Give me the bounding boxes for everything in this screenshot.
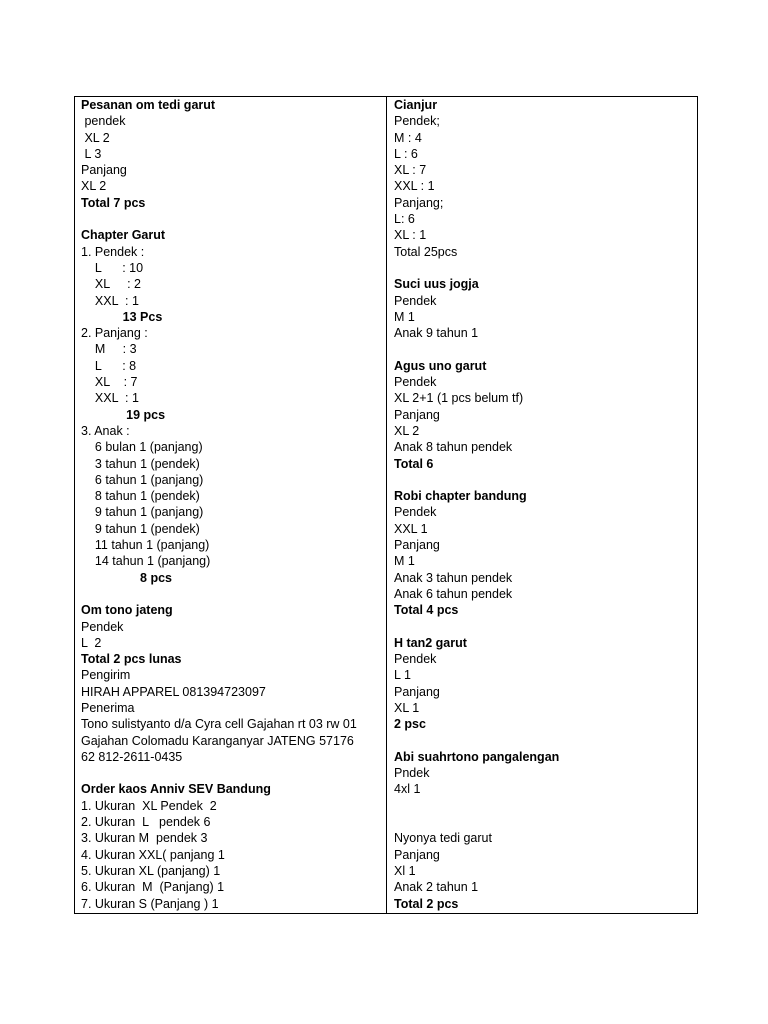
blank-line: [394, 619, 697, 635]
text-line: Anak 2 tahun 1: [394, 880, 479, 895]
text-line: Panjang: [81, 163, 127, 178]
text-line: XXL : 1: [81, 293, 139, 308]
text-line: M 1: [394, 309, 415, 324]
text-line: Pendek: [394, 652, 437, 667]
text-line: 8 tahun 1 (pendek): [81, 489, 200, 504]
text-line: XL : 1: [394, 228, 427, 243]
text-line: Tono sulistyanto d/a Cyra cell Gajahan rt 03 rw 01: [81, 717, 357, 732]
text-line: XXL 1: [394, 521, 428, 536]
blank-line: [394, 472, 697, 488]
text-line: XL 2+1 (1 pcs belum tf): [394, 391, 524, 406]
text-line: XL : 7: [81, 375, 138, 390]
text-line: Penerima: [81, 700, 135, 715]
text-line: Xl 1: [394, 863, 416, 878]
text-line: L : 6: [394, 146, 418, 161]
text-line: Pesanan om tedi garut: [81, 98, 216, 112]
text-line: Suci uus jogja: [394, 277, 479, 292]
text-line: L 2: [81, 635, 102, 650]
text-line: Panjang: [394, 538, 440, 553]
blank-line: [394, 260, 697, 276]
text-line: L : 10: [81, 260, 144, 275]
text-line: Robi chapter bandung: [394, 489, 527, 504]
order-table: [74, 96, 698, 914]
text-line: XL 2: [81, 179, 107, 194]
text-line: Cianjur: [394, 98, 438, 112]
text-line: M : 4: [394, 130, 422, 145]
text-line: 11 tahun 1 (panjang): [81, 538, 210, 553]
text-line: pendek: [81, 114, 126, 129]
blank-line: [394, 798, 697, 814]
text-line: 2. Ukuran L pendek 6: [81, 815, 211, 830]
blank-line: [81, 765, 386, 781]
text-line: Pendek: [81, 619, 124, 634]
blank-line: [394, 341, 697, 357]
text-line: L: 6: [394, 212, 415, 227]
text-line: 6. Ukuran M (Panjang) 1: [81, 880, 225, 895]
text-line: M : 3: [81, 342, 137, 357]
text-line: 14 tahun 1 (panjang): [81, 554, 211, 569]
text-line: Anak 8 tahun pendek: [394, 440, 513, 455]
text-line: M 1: [394, 554, 415, 569]
text-line: Total 2 pcs lunas: [81, 652, 182, 667]
text-line: 3. Anak :: [81, 423, 130, 438]
text-line: XL 2: [394, 423, 420, 438]
text-line: Abi suahrtono pangalengan: [394, 749, 560, 764]
blank-line: [394, 733, 697, 749]
text-line: Pendek: [394, 293, 437, 308]
text-line: Panjang: [394, 847, 440, 862]
blank-line: [394, 814, 697, 830]
text-line: XXL : 1: [394, 179, 435, 194]
text-line: Agus uno garut: [394, 358, 487, 373]
text-line: Anak 3 tahun pendek: [394, 570, 513, 585]
text-line: Nyonya tedi garut: [394, 831, 492, 846]
text-line: Total 2 pcs: [394, 896, 459, 911]
text-line: 62 812-2611-0435: [81, 749, 183, 764]
text-line: 9 tahun 1 (panjang): [81, 505, 204, 520]
text-line: L : 8: [81, 358, 137, 373]
text-line: 8 pcs: [81, 570, 173, 585]
text-line: HIRAH APPAREL 081394723097: [81, 684, 266, 699]
text-line: Anak 6 tahun pendek: [394, 586, 513, 601]
text-line: 5. Ukuran XL (panjang) 1: [81, 863, 221, 878]
text-line: 4xl 1: [394, 782, 421, 797]
text-line: Panjang: [394, 407, 440, 422]
right-column: [387, 97, 697, 913]
text-line: Panjang: [394, 684, 440, 699]
left-column: [75, 97, 387, 913]
text-line: Anak 9 tahun 1: [394, 326, 479, 341]
text-line: Total 25pcs: [394, 244, 458, 259]
text-line: H tan2 garut: [394, 635, 467, 650]
text-line: Total 7 pcs: [81, 195, 146, 210]
text-line: 2 psc: [394, 717, 426, 732]
text-line: Pengirim: [81, 668, 131, 683]
text-line: 1. Ukuran XL Pendek 2: [81, 798, 217, 813]
text-line: Pendek;: [394, 114, 440, 129]
text-line: Pendek: [394, 375, 437, 390]
text-line: Pendek: [394, 505, 437, 520]
blank-line: [81, 586, 386, 602]
blank-line: [81, 211, 386, 227]
text-line: Pndek: [394, 766, 430, 781]
text-line: L 3: [81, 146, 102, 161]
text-line: Panjang;: [394, 195, 444, 210]
text-line: Total 6: [394, 456, 434, 471]
text-line: Gajahan Colomadu Karanganyar JATENG 57176: [81, 733, 354, 748]
text-line: 6 bulan 1 (panjang): [81, 440, 203, 455]
text-line: 3 tahun 1 (pendek): [81, 456, 200, 471]
text-line: 3. Ukuran M pendek 3: [81, 831, 208, 846]
text-line: XL 2: [81, 130, 110, 145]
text-line: 2. Panjang :: [81, 326, 148, 341]
text-line: L 1: [394, 668, 411, 683]
text-line: Order kaos Anniv SEV Bandung: [81, 782, 271, 797]
text-line: Total 4 pcs: [394, 603, 459, 618]
text-line: XL : 2: [81, 277, 141, 292]
text-line: 19 pcs: [81, 407, 166, 422]
text-line: 1. Pendek :: [81, 244, 145, 259]
text-line: XL : 7: [394, 163, 427, 178]
text-line: XXL : 1: [81, 391, 139, 406]
text-line: Chapter Garut: [81, 228, 166, 243]
text-line: Om tono jateng: [81, 603, 173, 618]
text-line: 9 tahun 1 (pendek): [81, 521, 200, 536]
text-line: XL 1: [394, 700, 420, 715]
text-line: 6 tahun 1 (panjang): [81, 472, 204, 487]
text-line: 13 Pcs: [81, 309, 163, 324]
text-line: 7. Ukuran S (Panjang ) 1: [81, 896, 219, 911]
text-line: 4. Ukuran XXL( panjang 1: [81, 847, 225, 862]
